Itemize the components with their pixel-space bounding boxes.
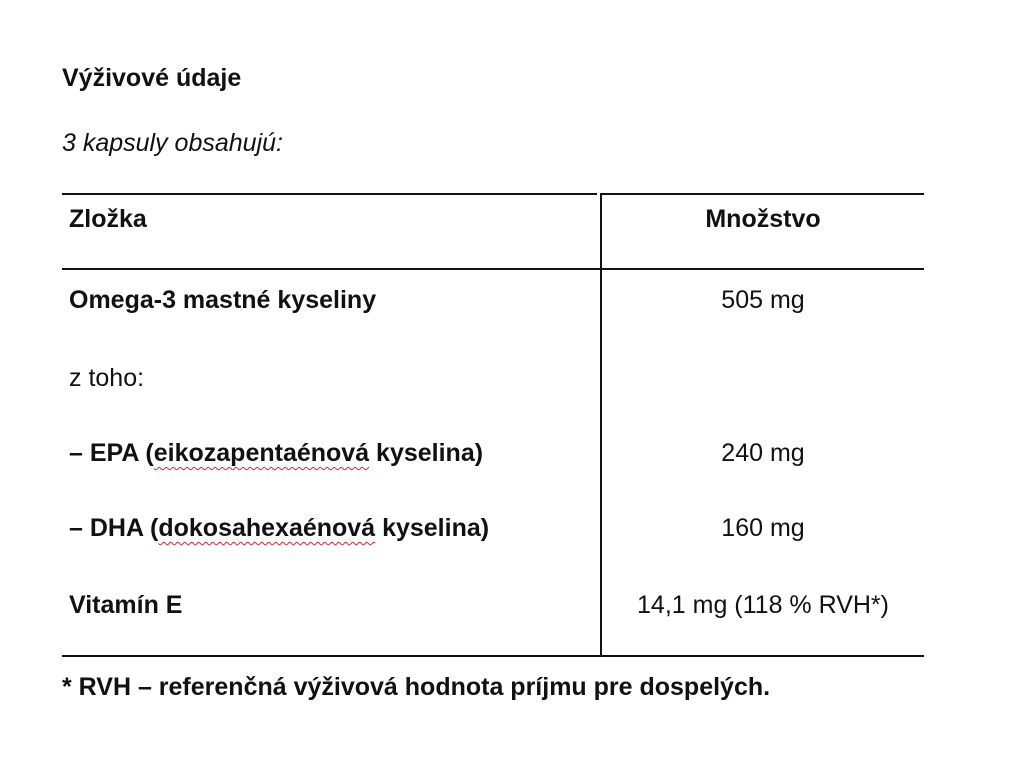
amount-vitamin-e: 14,1 mg (118 % RVH*)	[637, 591, 889, 619]
table-bottom-rule	[62, 655, 924, 657]
footnote: * RVH – referenčná výživová hodnota príjmu pre dospelých.	[62, 673, 771, 701]
ingredient-subheading: z toho:	[69, 364, 145, 392]
ingredient-epa-suffix: kyselina)	[369, 439, 484, 467]
ingredient-epa	[69, 435, 483, 471]
table-header-rule	[62, 268, 924, 270]
ingredient-epa-spellcheck-word: eikozapentaénová	[153, 439, 370, 467]
column-header-amount: Množstvo	[705, 205, 821, 233]
amount-omega3: 505 mg	[721, 286, 805, 314]
page-subtitle: 3 kapsuly obsahujú:	[62, 129, 283, 157]
column-header-ingredient: Zložka	[69, 205, 147, 233]
page-title: Výživové údaje	[62, 64, 242, 92]
ingredient-dha-suffix: kyselina)	[375, 514, 490, 542]
ingredient-epa-prefix: – EPA (	[69, 439, 154, 467]
ingredient-dha-spellcheck-word: dokosahexaénová	[158, 514, 376, 542]
nutrition-table	[62, 193, 924, 658]
ingredient-omega3: Omega-3 mastné kyseliny	[69, 286, 377, 314]
amount-epa: 240 mg	[721, 439, 805, 467]
table-top-rule-left	[62, 193, 597, 195]
ingredient-vitamin-e: Vitamín E	[69, 591, 183, 619]
ingredient-dha	[69, 510, 489, 546]
ingredient-dha-prefix: – DHA (	[69, 514, 159, 542]
amount-dha: 160 mg	[721, 514, 805, 542]
table-top-rule-right	[602, 193, 924, 195]
